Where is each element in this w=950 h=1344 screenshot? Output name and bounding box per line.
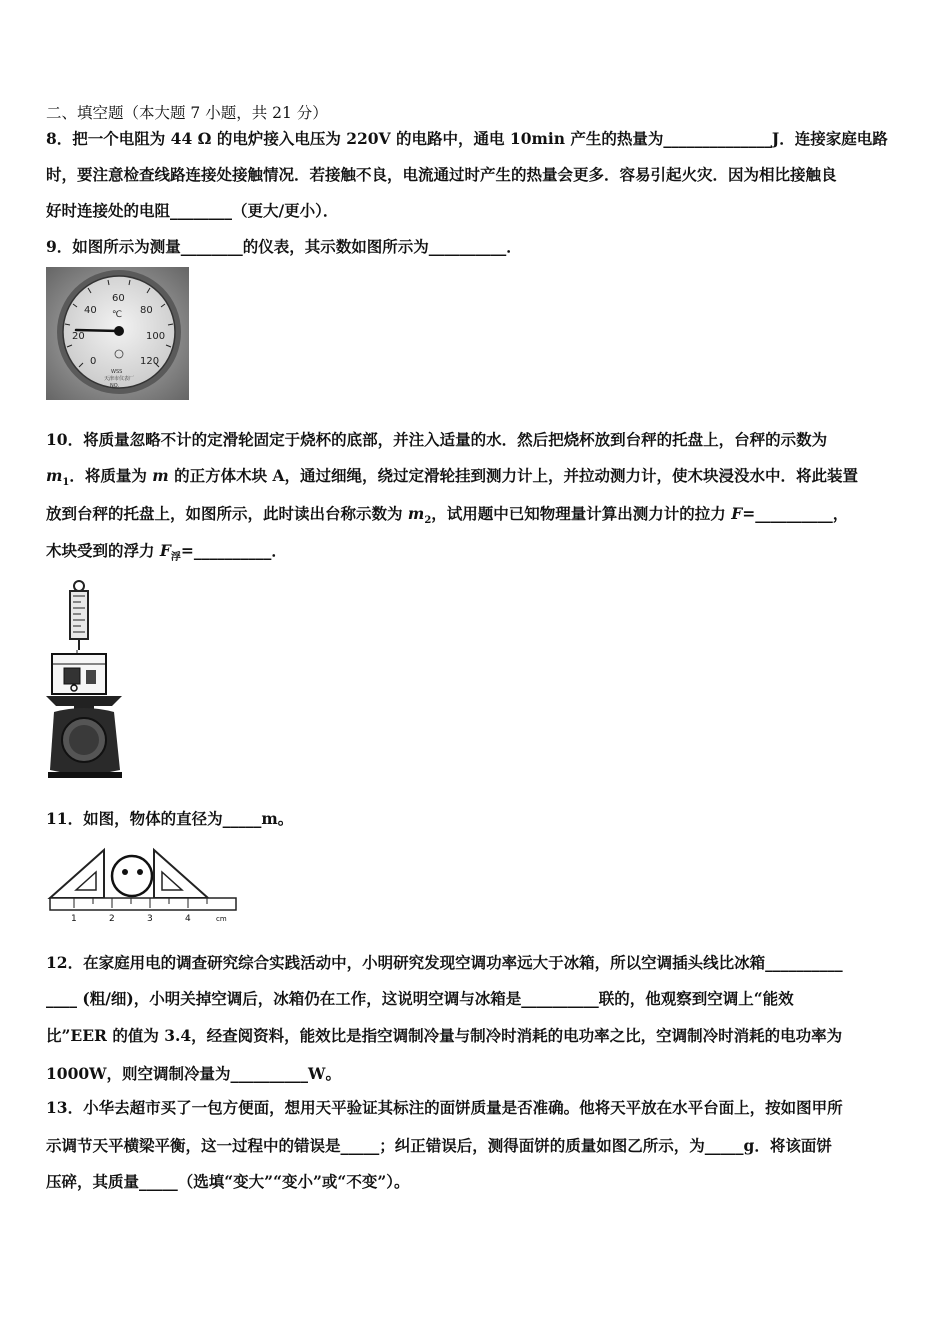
ruler-label-4: 4 <box>185 914 191 924</box>
q11-line-1: 11．如图，物体的直径为_____m。 <box>46 809 294 828</box>
spring-scale-hook-ring <box>74 581 84 591</box>
gauge-label-60: 60 <box>112 293 125 304</box>
q12-line-1: 12．在家庭用电的调查研究综合实践活动中，小明研究发现空调功率远大于冰箱，所以空调插头线比冰箱__________ <box>46 953 843 972</box>
ruler-body <box>50 898 236 910</box>
q13-line-3: 压碎，其质量_____（选填“变大”“变小”或“不变”）。 <box>46 1172 410 1191</box>
q10-line-4 <box>46 541 287 568</box>
gauge-label-40: 40 <box>84 305 97 316</box>
q13-line-1: 13．小华去超市买了一包方便面，想用天平验证其标注的面饼质量是否准确。他将天平放在水平台面上，按如图甲所 <box>46 1098 843 1117</box>
q8-line-1: 8．把一个电阻为 44 Ω 的电炉接入电压为 220V 的电路中，通电 10min 产生的热量为______________J．连接家庭电路 <box>46 129 888 148</box>
q10-buoyancy-subscript: 浮 <box>170 552 181 564</box>
q10-line-3-text-b: ，试用题中已知物理量计算出测力计的拉力 <box>431 504 732 523</box>
round-object-dot-right <box>137 869 143 875</box>
q10-m-symbol: m <box>152 466 169 485</box>
q10-line-3-text-a: 放到台秤的托盘上，如图所示，此时读出台称示数为 <box>46 504 408 523</box>
q10-line-2-text-a: ．将质量为 <box>69 466 153 485</box>
q9-line-1: 9．如图所示为测量________的仪表，其示数如图所示为__________． <box>46 237 522 256</box>
q10-line-2-text-b: 的正方体木块 A，通过细绳，绕过定滑轮挂到测力计上，并拉动测力计，使木块浸没水中．将此装置 <box>168 466 859 485</box>
q10-m2-symbol: m <box>407 504 425 523</box>
q10-line-4-text-a: 木块受到的浮力 <box>46 541 160 560</box>
gauge-label-100: 100 <box>146 331 166 342</box>
q10-F-buoyancy-symbol: F <box>159 541 171 560</box>
gauge-brand-text-1: WSS <box>111 369 123 375</box>
q10-F-symbol: F <box>731 504 743 523</box>
ruler-triangles-figure <box>46 838 246 926</box>
q8-line-3: 好时连接处的电阻________（更大/更小）． <box>46 201 339 220</box>
scale-apparatus-figure <box>44 578 126 780</box>
gauge-needle <box>76 330 119 331</box>
q10-line-3-text-c: =__________， <box>742 504 849 523</box>
section-title: 二、填空题（本大题 7 小题，共 21 分） <box>46 104 328 122</box>
left-set-square-inner <box>76 872 96 890</box>
beaker-marking <box>86 670 96 684</box>
q10-line-4-text-b: =__________． <box>180 541 287 560</box>
q12-line-3: 比”EER 的值为 3.4，经查阅资料，能效比是指空调制冷量与制冷时消耗的电功率之比，空调制冷时消耗的电功率为 <box>46 1026 843 1045</box>
round-object-dot-left <box>122 869 128 875</box>
ruler-label-1: 1 <box>71 914 77 924</box>
right-set-square-inner <box>162 872 182 890</box>
gauge-needle-hub <box>114 326 124 336</box>
thermometer-gauge-figure <box>46 267 189 400</box>
gauge-label-0: 0 <box>90 356 97 367</box>
q13-line-2: 示调节天平横梁平衡，这一过程中的错误是_____；纠正错误后，测得面饼的质量如图乙所示，为_____g．将该面饼 <box>46 1136 832 1155</box>
q10-m2-subscript: 2 <box>424 515 432 527</box>
q10-line-3 <box>46 504 848 531</box>
ruler-label-3: 3 <box>147 914 153 924</box>
ruler-label-2: 2 <box>109 914 115 924</box>
gauge-brand-text-2: 天津市仪表厂 <box>104 376 135 382</box>
q12-line-2: ____ (粗/细)，小明关掉空调后，冰箱仍在工作，这说明空调与冰箱是__________联的，他观察到空调上“能效 <box>46 989 794 1008</box>
q8-line-2: 时，要注意检查线路连接处接触情况．若接触不良，电流通过时产生的热量会更多．容易引起火灾．因为相比接触良 <box>46 165 837 184</box>
q12-line-4: 1000W，则空调制冷量为__________W。 <box>46 1064 341 1083</box>
scale-tray <box>46 696 122 706</box>
q10-line-2 <box>46 466 858 493</box>
wood-block <box>64 668 80 684</box>
q10-m1-symbol: m <box>46 466 63 485</box>
q10-line-1: 10．将质量忽略不计的定滑轮固定于烧杯的底部，并注入适量的水．然后把烧杯放到台秤的托盘上，台秤的示数为 <box>46 430 828 449</box>
gauge-label-80: 80 <box>140 305 153 316</box>
scale-base <box>48 772 122 778</box>
ruler-unit-label: cm <box>216 915 227 923</box>
gauge-label-120: 120 <box>140 356 160 367</box>
q10-m1-subscript: 1 <box>62 477 70 489</box>
scale-dial-inner <box>69 725 99 755</box>
gauge-unit-label: ℃ <box>112 310 123 320</box>
round-object <box>112 856 152 896</box>
gauge-label-20: 20 <box>72 331 85 342</box>
gauge-brand-text-3: NO. <box>110 383 120 389</box>
